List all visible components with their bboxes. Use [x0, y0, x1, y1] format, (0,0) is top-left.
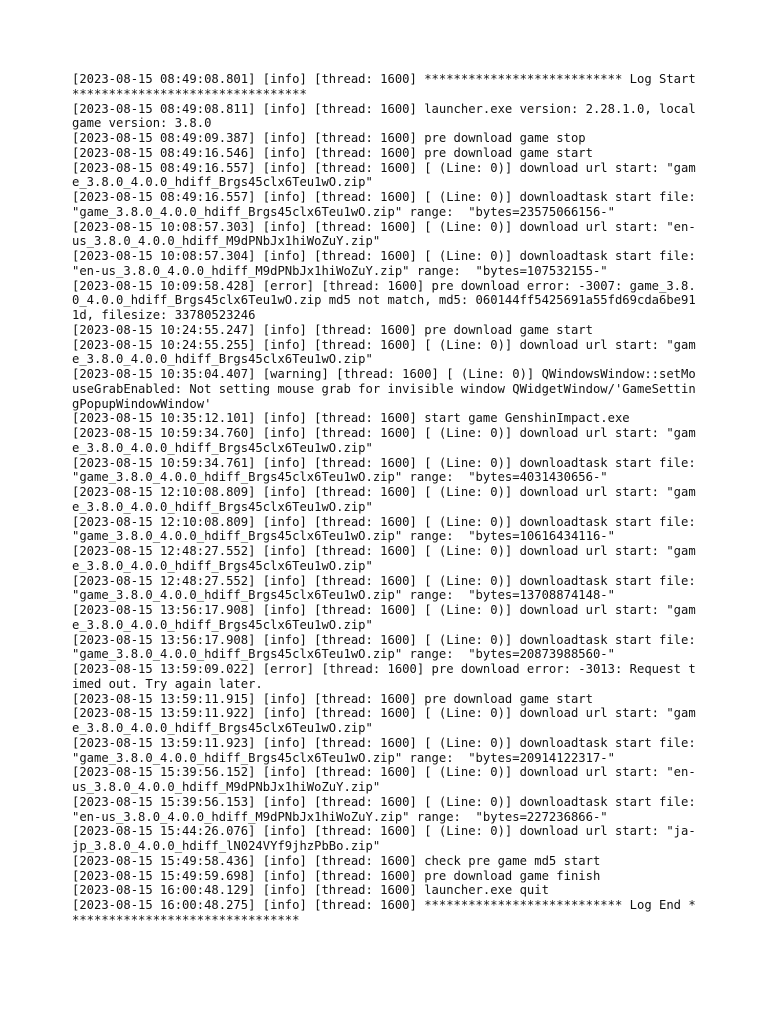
log-line: [2023-08-15 08:49:08.811] [info] [thread: 1600] launcher.exe version: 2.28.1.0, local game version: 3.8.0	[72, 101, 704, 131]
log-line: [2023-08-15 10:08:57.304] [info] [thread: 1600] [ (Line: 0)] downloadtask start file: "en-us_3.8.0_4.0.0_hdiff_M9dPNbJx1hiWoZuY.zip" range: "bytes=107532155-"	[72, 249, 704, 278]
log-line: [2023-08-15 08:49:16.557] [info] [thread: 1600] [ (Line: 0)] download url start: "game_3.8.0_4.0.0_hdiff_Brgs45clx6Teu1wO.zip"	[72, 160, 696, 190]
log-line: [2023-08-15 13:59:11.915] [info] [thread: 1600] pre download game start	[72, 691, 593, 706]
log-document	[72, 72, 702, 928]
log-line: [2023-08-15 16:00:48.275] [info] [thread: 1600] *************************** Log End ********************************	[72, 898, 696, 927]
log-line: [2023-08-15 10:59:34.760] [info] [thread: 1600] [ (Line: 0)] download url start: "game_3.8.0_4.0.0_hdiff_Brgs45clx6Teu1wO.zip"	[72, 426, 696, 455]
log-line: [2023-08-15 13:56:17.908] [info] [thread: 1600] [ (Line: 0)] download url start: "game_3.8.0_4.0.0_hdiff_Brgs45clx6Teu1wO.zip"	[72, 603, 696, 632]
log-line: [2023-08-15 13:59:11.922] [info] [thread: 1600] [ (Line: 0)] download url start: "game_3.8.0_4.0.0_hdiff_Brgs45clx6Teu1wO.zip"	[72, 706, 696, 735]
log-line: [2023-08-15 12:10:08.809] [info] [thread: 1600] [ (Line: 0)] download url start: "game_3.8.0_4.0.0_hdiff_Brgs45clx6Teu1wO.zip"	[72, 485, 696, 514]
log-line: [2023-08-15 10:35:12.101] [info] [thread: 1600] start game GenshinImpact.exe	[72, 411, 630, 426]
log-line: [2023-08-15 13:59:11.923] [info] [thread: 1600] [ (Line: 0)] downloadtask start file: "game_3.8.0_4.0.0_hdiff_Brgs45clx6Teu1wO.zip" range: "bytes=20914122317-"	[72, 735, 704, 765]
log-line: [2023-08-15 08:49:09.387] [info] [thread: 1600] pre download game stop	[72, 131, 586, 145]
log-line: [2023-08-15 10:35:04.407] [warning] [thread: 1600] [ (Line: 0)] QWindowsWindow::setMouseGrabEnabled: Not setting mouse grab for invisible window QWidgetWindow/'GameSettingPopupWindowWindow'	[72, 367, 696, 411]
log-line: [2023-08-15 15:39:56.153] [info] [thread: 1600] [ (Line: 0)] downloadtask start file: "en-us_3.8.0_4.0.0_hdiff_M9dPNbJx1hiWoZuY.zip" range: "bytes=227236866-"	[72, 794, 704, 824]
log-line: [2023-08-15 10:08:57.303] [info] [thread: 1600] [ (Line: 0)] download url start: "en-us_3.8.0_4.0.0_hdiff_M9dPNbJx1hiWoZuY.zip"	[72, 219, 696, 249]
log-line: [2023-08-15 10:09:58.428] [error] [thread: 1600] pre download error: -3007: game_3.8.0_4.0.0_hdiff_Brgs45clx6Teu1wO.zip md5 not match, md5: 060144ff5425691a55fd69cda6be911d, filesize: 33780523246	[72, 278, 696, 322]
log-line: [2023-08-15 15:49:58.436] [info] [thread: 1600] check pre game md5 start	[72, 853, 601, 868]
log-line: [2023-08-15 08:49:16.557] [info] [thread: 1600] [ (Line: 0)] downloadtask start file: "game_3.8.0_4.0.0_hdiff_Brgs45clx6Teu1wO.zip" range: "bytes=23575066156-"	[72, 190, 704, 219]
log-line: [2023-08-15 08:49:08.801] [info] [thread: 1600] *************************** Log Start ********************************	[72, 72, 704, 101]
log-line: [2023-08-15 10:24:55.247] [info] [thread: 1600] pre download game start	[72, 322, 593, 337]
log-line: [2023-08-15 16:00:48.129] [info] [thread: 1600] launcher.exe quit	[72, 883, 549, 898]
log-line: [2023-08-15 08:49:16.546] [info] [thread: 1600] pre download game start	[72, 145, 593, 160]
log-line: [2023-08-15 12:48:27.552] [info] [thread: 1600] [ (Line: 0)] download url start: "game_3.8.0_4.0.0_hdiff_Brgs45clx6Teu1wO.zip"	[72, 544, 696, 573]
log-line: [2023-08-15 12:10:08.809] [info] [thread: 1600] [ (Line: 0)] downloadtask start file: "game_3.8.0_4.0.0_hdiff_Brgs45clx6Teu1wO.zip" range: "bytes=10616434116-"	[72, 514, 704, 544]
log-line: [2023-08-15 10:24:55.255] [info] [thread: 1600] [ (Line: 0)] download url start: "game_3.8.0_4.0.0_hdiff_Brgs45clx6Teu1wO.zip"	[72, 337, 696, 367]
log-line: [2023-08-15 15:49:59.698] [info] [thread: 1600] pre download game finish	[72, 868, 601, 883]
log-line: [2023-08-15 10:59:34.761] [info] [thread: 1600] [ (Line: 0)] downloadtask start file: "game_3.8.0_4.0.0_hdiff_Brgs45clx6Teu1wO.zip" range: "bytes=4031430656-"	[72, 455, 704, 485]
log-line: [2023-08-15 15:44:26.076] [info] [thread: 1600] [ (Line: 0)] download url start: "ja-jp_3.8.0_4.0.0_hdiff_lN024VYf9jhzPbBo.zip"	[72, 824, 696, 853]
log-line: [2023-08-15 13:59:09.022] [error] [thread: 1600] pre download error: -3013: Request timed out. Try again later.	[72, 662, 696, 691]
log-line: [2023-08-15 12:48:27.552] [info] [thread: 1600] [ (Line: 0)] downloadtask start file: "game_3.8.0_4.0.0_hdiff_Brgs45clx6Teu1wO.zip" range: "bytes=13708874148-"	[72, 573, 704, 603]
log-line: [2023-08-15 15:39:56.152] [info] [thread: 1600] [ (Line: 0)] download url start: "en-us_3.8.0_4.0.0_hdiff_M9dPNbJx1hiWoZuY.zip"	[72, 765, 696, 794]
log-line: [2023-08-15 13:56:17.908] [info] [thread: 1600] [ (Line: 0)] downloadtask start file: "game_3.8.0_4.0.0_hdiff_Brgs45clx6Teu1wO.zip" range: "bytes=20873988560-"	[72, 632, 704, 662]
